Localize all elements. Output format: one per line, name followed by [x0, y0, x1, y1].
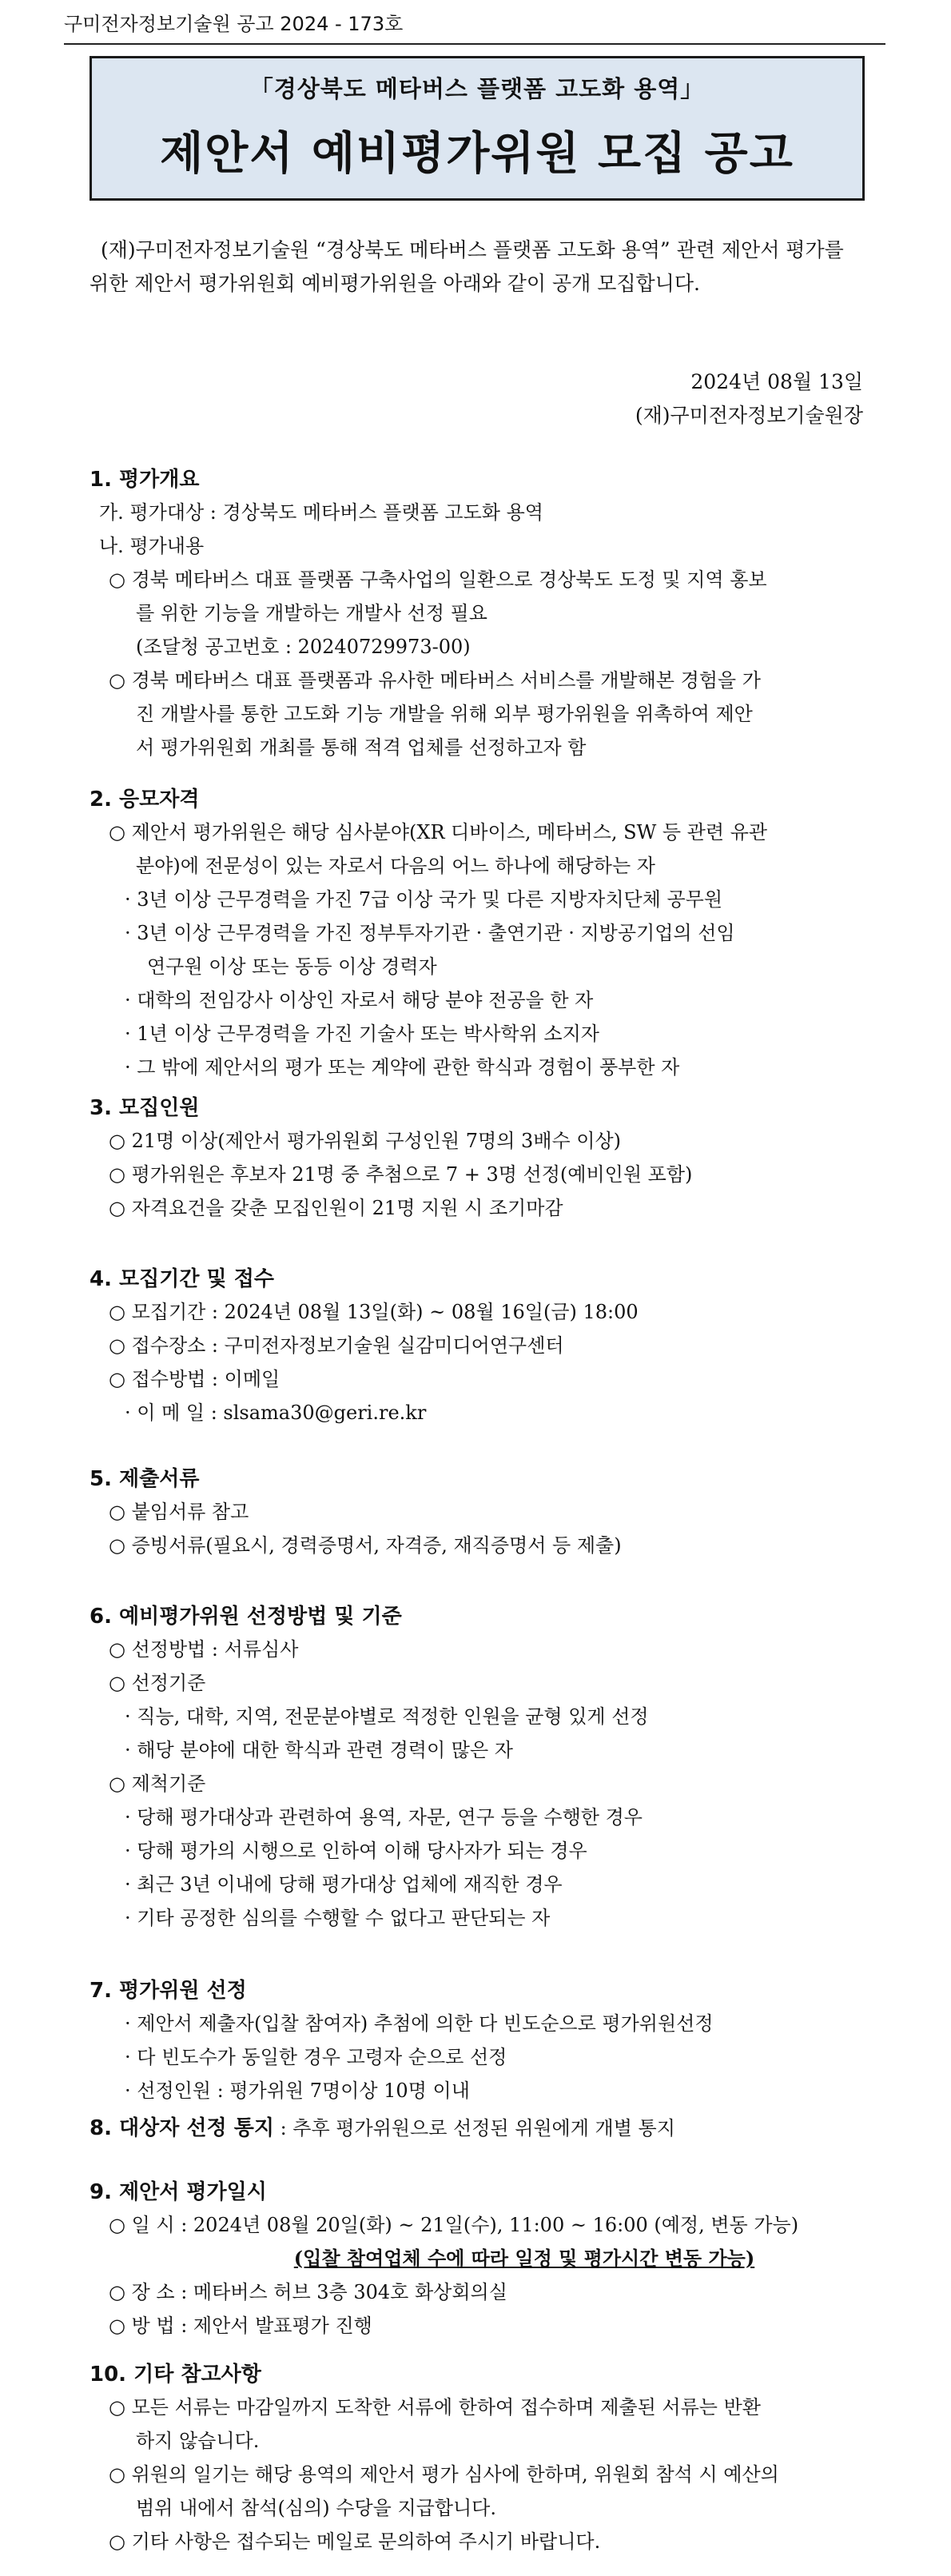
issuer-name: (재)구미전자정보기술원장 — [635, 404, 863, 427]
section-heading: 5. 제출서류 — [90, 1467, 200, 1491]
list-item: · 제안서 제출자(입찰 참여자) 추첨에 의한 다 빈도순으로 평가위원선정 — [125, 2012, 714, 2035]
list-item: ○ 모든 서류는 마감일까지 도착한 서류에 한하여 접수하며 제출된 서류는 반환 — [109, 2396, 761, 2418]
section-evaluation-schedule — [90, 2176, 863, 2343]
list-item: 나. 평가내용 — [99, 535, 205, 557]
list-item-continued: 범위 내에서 참석(심의) 수당을 지급합니다. — [136, 2497, 496, 2519]
list-item: · 선정인원 : 평가위원 7명이상 10명 이내 — [125, 2080, 470, 2102]
section-recruit-count — [90, 1092, 863, 1225]
list-item: ○ 경북 메타버스 대표 플랫폼과 유사한 메타버스 서비스를 개발해본 경험을 가 — [109, 669, 761, 692]
schedule-note: (입찰 참여업체 수에 따라 일정 및 평가시간 변동 가능) — [293, 2247, 755, 2270]
list-item: ○ 증빙서류(필요시, 경력증명서, 자격증, 재직증명서 등 제출) — [109, 1534, 622, 1557]
section-eligibility — [90, 784, 863, 1084]
section-heading: 7. 평가위원 선정 — [90, 1979, 247, 2003]
list-item: ○ 제척기준 — [109, 1772, 206, 1795]
header-divider — [64, 43, 885, 45]
list-item: ○ 경북 메타버스 대표 플랫폼 구축사업의 일환으로 경상북도 도정 및 지역 홍보 — [109, 568, 767, 591]
section-documents — [90, 1463, 863, 1562]
list-item: · 최근 3년 이내에 당해 평가대상 업체에 재직한 경우 — [125, 1873, 563, 1896]
project-subtitle: 「경상북도 메타버스 플랫폼 고도화 용역」 — [249, 75, 705, 102]
section-other-notes — [90, 2359, 863, 2558]
list-item: ○ 평가위원은 후보자 21명 중 추첨으로 7 + 3명 선정(예비인원 포함) — [109, 1163, 693, 1186]
list-item: · 3년 이상 근무경력을 가진 7급 이상 국가 및 다른 지방자치단체 공무원 — [125, 888, 723, 911]
list-item: ○ 일 시 : 2024년 08월 20일(화) ~ 21일(수), 11:00 ~ 16:00 (예정, 변동 가능) — [109, 2214, 799, 2236]
list-item: · 대학의 전임강사 이상인 자로서 해당 분야 전공을 한 자 — [125, 989, 594, 1011]
list-item: ○ 접수방법 : 이메일 — [109, 1368, 281, 1390]
list-item: · 다 빈도수가 동일한 경우 고령자 순으로 선정 — [125, 2046, 507, 2068]
section-notification — [90, 2112, 863, 2144]
title-box — [90, 56, 865, 201]
list-item: ○ 모집기간 : 2024년 08월 13일(화) ~ 08월 16일(금) 18:00 — [109, 1301, 639, 1323]
intro-paragraph: (재)구미전자정보기술원 “경상북도 메타버스 플랫폼 고도화 용역” 관련 제안서 평가를 위한 제안서 평가위원회 예비평가위원을 아래와 같이 공개 모집합니다. — [90, 238, 844, 295]
section-selection-criteria — [90, 1601, 863, 1935]
tender-notice-number: (조달청 공고번호 : 20240729973-00) — [136, 636, 471, 658]
notification-text: : 추후 평가위원으로 선정된 위원에게 개별 통지 — [273, 2117, 675, 2139]
list-item: · 당해 평가대상과 관련하여 용역, 자문, 연구 등을 수행한 경우 — [125, 1806, 643, 1828]
list-item-continued: 분야)에 전문성이 있는 자로서 다음의 어느 하나에 해당하는 자 — [136, 855, 655, 877]
section-evaluator-selection — [90, 1975, 863, 2107]
page-title: 제안서 예비평가위원 모집 공고 — [160, 128, 794, 180]
list-item: · 그 밖에 제안서의 평가 또는 계약에 관한 학식과 경험이 풍부한 자 — [125, 1056, 680, 1079]
section-heading: 6. 예비평가위원 선정방법 및 기준 — [90, 1605, 402, 1629]
section-evaluation-overview — [90, 464, 863, 764]
section-period-and-submission — [90, 1263, 863, 1430]
list-item: · 해당 분야에 대한 학식과 관련 경력이 많은 자 — [125, 1739, 513, 1761]
list-item-continued: 를 위한 기능을 개발하는 개발사 선정 필요 — [136, 602, 487, 624]
section-heading: 9. 제안서 평가일시 — [90, 2180, 267, 2204]
list-item: ○ 자격요건을 갖춘 모집인원이 21명 지원 시 조기마감 — [109, 1197, 563, 1219]
section-heading: 10. 기타 참고사항 — [90, 2363, 261, 2387]
list-item: · 직능, 대학, 지역, 전문분야별로 적정한 인원을 균형 있게 선정 — [125, 1705, 649, 1728]
section-heading: 4. 모집기간 및 접수 — [90, 1267, 274, 1291]
document-number: 구미전자정보기술원 공고 2024 - 173호 — [64, 13, 404, 35]
notification-line — [90, 2112, 863, 2144]
list-item-continued: 하지 않습니다. — [136, 2430, 260, 2452]
list-item: ○ 기타 사항은 접수되는 메일로 문의하여 주시기 바랍니다. — [109, 2530, 601, 2553]
section-heading: 3. 모집인원 — [90, 1096, 200, 1120]
list-item: ○ 장 소 : 메타버스 허브 3층 304호 화상회의실 — [109, 2281, 507, 2303]
list-item: · 기타 공정한 심의를 수행할 수 없다고 판단되는 자 — [125, 1907, 551, 1929]
list-item: · 3년 이상 근무경력을 가진 정부투자기관 · 출연기관 · 지방공기업의 선임 — [125, 922, 735, 944]
list-item-continued: 연구원 이상 또는 동등 이상 경력자 — [147, 955, 437, 978]
list-item: ○ 선정방법 : 서류심사 — [109, 1638, 299, 1661]
section-heading: 8. 대상자 선정 통지 — [90, 2116, 274, 2140]
list-item: ○ 방 법 : 제안서 발표평가 진행 — [109, 2315, 372, 2337]
list-item: · 당해 평가의 시행으로 인하여 이해 당사자가 되는 경우 — [125, 1840, 587, 1862]
contact-email[interactable]: · 이 메 일 : slsama30@geri.re.kr — [125, 1402, 427, 1424]
list-item: 가. 평가대상 : 경상북도 메타버스 플랫폼 고도화 용역 — [99, 501, 543, 524]
list-item: ○ 붙임서류 참고 — [109, 1501, 249, 1523]
list-item-continued: 진 개발사를 통한 고도화 기능 개발을 위해 외부 평가위원을 위촉하여 제안 — [136, 703, 753, 725]
list-item: ○ 21명 이상(제안서 평가위원회 구성인원 7명의 3배수 이상) — [109, 1130, 622, 1152]
list-item: ○ 위원의 일기는 해당 용역의 제안서 평가 심사에 한하며, 위원회 참석 시 예산의 — [109, 2463, 779, 2486]
list-item: ○ 접수장소 : 구미전자정보기술원 실감미디어연구센터 — [109, 1334, 564, 1357]
list-item: ○ 제안서 평가위원은 해당 심사분야(XR 디바이스, 메타버스, SW 등 관련 유관 — [109, 821, 768, 843]
section-heading: 2. 응모자격 — [90, 788, 200, 811]
section-heading: 1. 평가개요 — [90, 468, 200, 492]
list-item: · 1년 이상 근무경력을 가진 기술사 또는 박사학위 소지자 — [125, 1023, 599, 1045]
list-item: ○ 선정기준 — [109, 1672, 206, 1694]
announcement-date: 2024년 08월 13일 — [690, 370, 863, 393]
list-item-continued: 서 평가위원회 개최를 통해 적격 업체를 선정하고자 함 — [136, 736, 587, 759]
